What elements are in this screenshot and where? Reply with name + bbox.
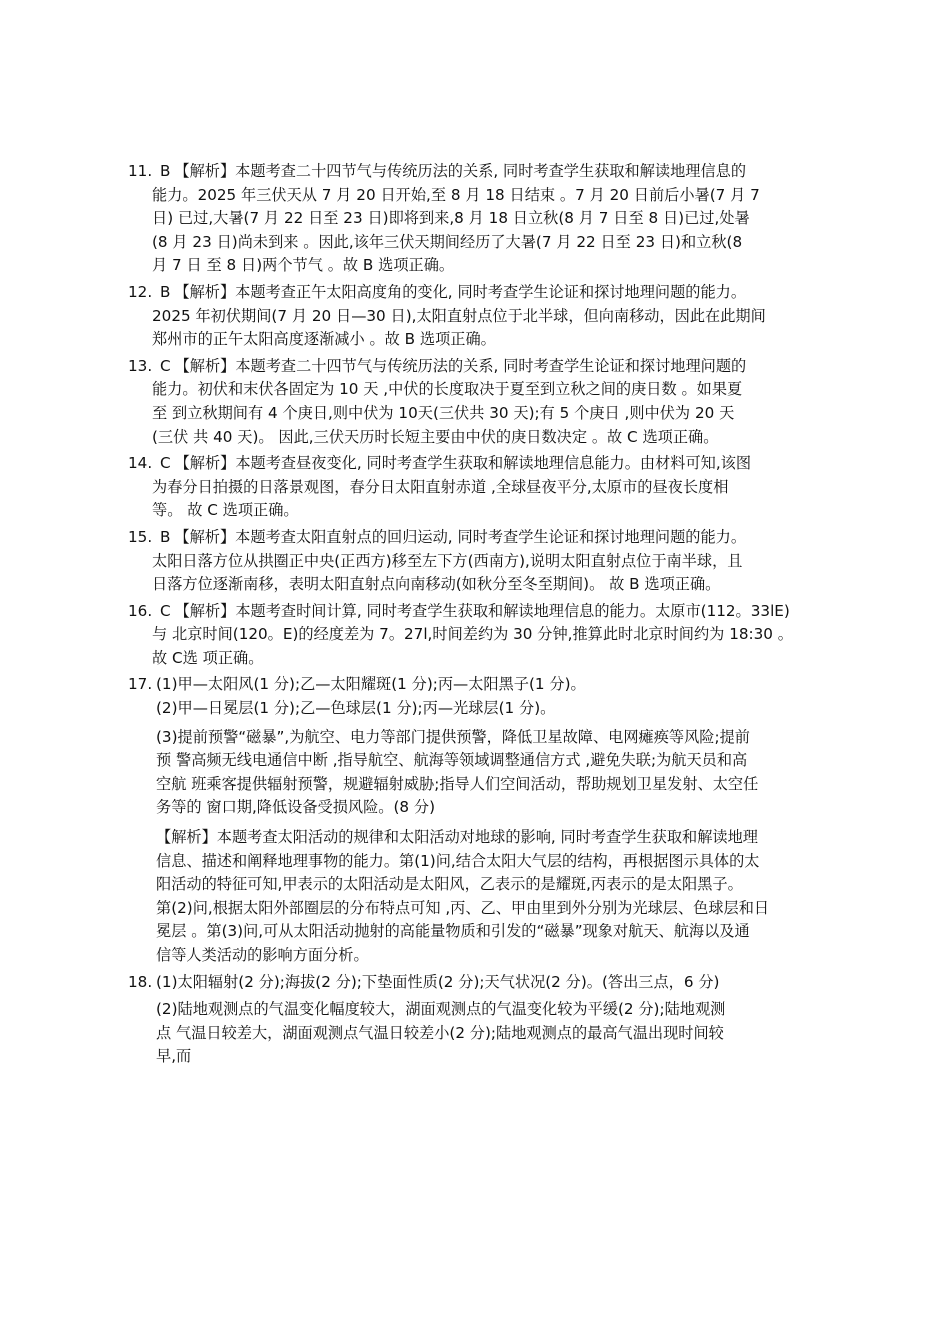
explanation-block [152, 826, 834, 968]
answer-first-line [160, 526, 834, 550]
text-line: 至 到立秋期间有 4 个庚日,则中伏为 10天(三伏共 30 天);有 5 个庚日 ,则中伏为 20 天 [152, 403, 735, 422]
text-line: (2)甲—日冕层(1 分);乙—色球层(1 分);丙—光球层(1 分)。 [156, 699, 556, 718]
answer-first-line [160, 600, 834, 624]
text-line: 2025 年初伏期间(7 月 20 日—30 日),太阳直射点位于北半球，但向南移动，因此在此期间 [152, 306, 766, 325]
question-number: 11. [128, 162, 153, 180]
answer-item-17 [128, 673, 834, 967]
text-line: (三伏 共 40 天)。 因此,三伏天历时长短主要由中伏的庚日数决定 。故 C 选项正确。 [152, 427, 719, 446]
answer-first-line [160, 281, 834, 305]
text-line: 预 警高频无线电通信中断 ,指导航空、航海等领域调整通信方式 ,避免失联;为航天员和高 [156, 751, 748, 770]
text-line: 阳活动的特征可知,甲表示的太阳活动是太阳风，乙表示的是耀斑,丙表示的是太阳黑子。 [156, 875, 743, 894]
text-line: 能力。2025 年三伏天从 7 月 20 日开始,至 8 月 18 日结束 。7 月 20 日前后小暑(7 月 7 [152, 185, 760, 204]
answer-key-content [128, 160, 834, 1072]
text-line: (2)陆地观测点的气温变化幅度较大，湖面观测点的气温变化较为平缓(2 分);陆地观测 [156, 1000, 726, 1019]
question-number: 13. [128, 356, 153, 375]
answer-letter: C [160, 356, 171, 375]
answer-letter: B [160, 162, 171, 180]
text-line: (1)甲—太阳风(1 分);乙—太阳耀斑(1 分);丙—太阳黑子(1 分)。 [156, 675, 586, 694]
sub-answer [152, 697, 834, 721]
text-line: 日) 已过,大暑(7 月 22 日至 23 日)即将到来,8 月 18 日立秋(8 月 7 日至 8 日)已过,处暑 [152, 209, 750, 228]
explanation-text: 【解析】本题考查正午太阳高度角的变化, 同时考查学生论证和探讨地理问题的能力。 [174, 282, 747, 301]
answer-item-15 [128, 526, 834, 597]
answer-item-11 [128, 160, 834, 278]
text-line: 务等的 窗口期,降低设备受损风险。(8 分) [156, 798, 435, 817]
explanation-text: 【解析】本题考查时间计算, 同时考查学生获取和解读地理信息的能力。太原市(112。33lE) [174, 601, 790, 620]
text-line: 第(2)问,根据太阳外部圈层的分布特点可知 ,丙、乙、甲由里到外分别为光球层、色球层和日 [156, 898, 770, 917]
text-line: 郑州市的正午太阳高度逐渐减小 。故 B 选项正确。 [152, 330, 496, 349]
text-line: 太阳日落方位从拱圈正中央(正西方)移至左下方(西南方),说明太阳直射点位于南半球，且 [152, 551, 743, 570]
answer-item-14 [128, 452, 834, 523]
text-line: 早,而 [156, 1047, 192, 1066]
answer-item-13 [128, 355, 834, 449]
answer-first-line [160, 452, 834, 476]
question-number: 14. [128, 454, 153, 473]
answer-letter: B [160, 527, 171, 546]
text-line: (1)太阳辐射(2 分);海拔(2 分);下垫面性质(2 分);天气状况(2 分)。(答出三点，6 分) [156, 972, 720, 991]
text-line: 【解析】本题考查太阳活动的规律和太阳活动对地球的影响, 同时考查学生获取和解读地理 [156, 828, 758, 847]
text-line: 信息、描述和阐释地理事物的能力。第(1)问,结合太阳大气层的结构，再根据图示具体的太 [156, 851, 760, 870]
answer-letter: B [160, 282, 171, 301]
text-line: 与 北京时间(120。E)的经度差为 7。27l,时间差约为 30 分钟,推算此时北京时间约为 18:30 。 [152, 625, 793, 644]
text-line: 空航 班乘客提供辐射预警，规避辐射威胁;指导人们空间活动，帮助规划卫星发射、太空任 [156, 774, 759, 793]
text-line: 日落方位逐渐南移，表明太阳直射点向南移动(如秋分至冬至期间)。 故 B 选项正确。 [152, 575, 721, 594]
text-line: 为春分日拍摄的日落景观图，春分日太阳直射赤道 ,全球昼夜平分,太原市的昼夜长度相 [152, 477, 729, 496]
sub-answer [152, 673, 834, 697]
text-line: 信等人类活动的影响方面分析。 [156, 946, 369, 964]
sub-answer [152, 998, 834, 1069]
text-line: 等。 故 C 选项正确。 [152, 501, 299, 520]
question-number: 12. [128, 282, 153, 301]
explanation-text: 【解析】本题考查二十四节气与传统历法的关系, 同时考查学生论证和探讨地理问题的 [174, 356, 747, 375]
text-line: 能力。初伏和末伏各固定为 10 天 ,中伏的长度取决于夏至到立秋之间的庚日数 。如果夏 [152, 380, 743, 399]
answer-item-12 [128, 281, 834, 352]
explanation-text: 【解析】本题考查太阳直射点的回归运动, 同时考查学生论证和探讨地理问题的能力。 [174, 527, 747, 546]
question-number: 18. [128, 972, 153, 991]
answer-first-line [160, 160, 834, 184]
question-number: 17. [128, 675, 153, 694]
text-line: 点 气温日较差大，湖面观测点气温日较差小(2 分);陆地观测点的最高气温出现时间较 [156, 1023, 724, 1042]
text-line: (8 月 23 日)尚未到来 。因此,该年三伏天期间经历了大暑(7 月 22 日至 23 日)和立秋(8 [152, 232, 743, 251]
text-line: 冕层 。第(3)问,可从太阳活动抛射的高能量物质和引发的“磁暴”现象对航天、航海以及通 [156, 922, 750, 941]
sub-answer [152, 971, 834, 995]
text-line: 月 7 日 至 8 日)两个节气 。故 B 选项正确。 [152, 256, 455, 275]
answer-item-18 [128, 971, 834, 1069]
sub-answer [152, 726, 834, 820]
explanation-text: 【解析】本题考查昼夜变化, 同时考查学生获取和解读地理信息能力。由材料可知,该图 [174, 454, 752, 473]
explanation-text: 【解析】本题考查二十四节气与传统历法的关系, 同时考查学生获取和解读地理信息的 [174, 162, 747, 180]
answer-item-16 [128, 600, 834, 671]
text-line: 故 C选 项正确。 [152, 648, 264, 667]
answer-letter: C [160, 454, 171, 473]
question-number: 15. [128, 527, 153, 546]
answer-first-line [160, 355, 834, 379]
answer-letter: C [160, 601, 171, 620]
text-line: (3)提前预警“磁暴”,为航空、电力等部门提供预警，降低卫星故障、电网瘫痪等风险;提前 [156, 727, 750, 746]
question-number: 16. [128, 601, 153, 620]
